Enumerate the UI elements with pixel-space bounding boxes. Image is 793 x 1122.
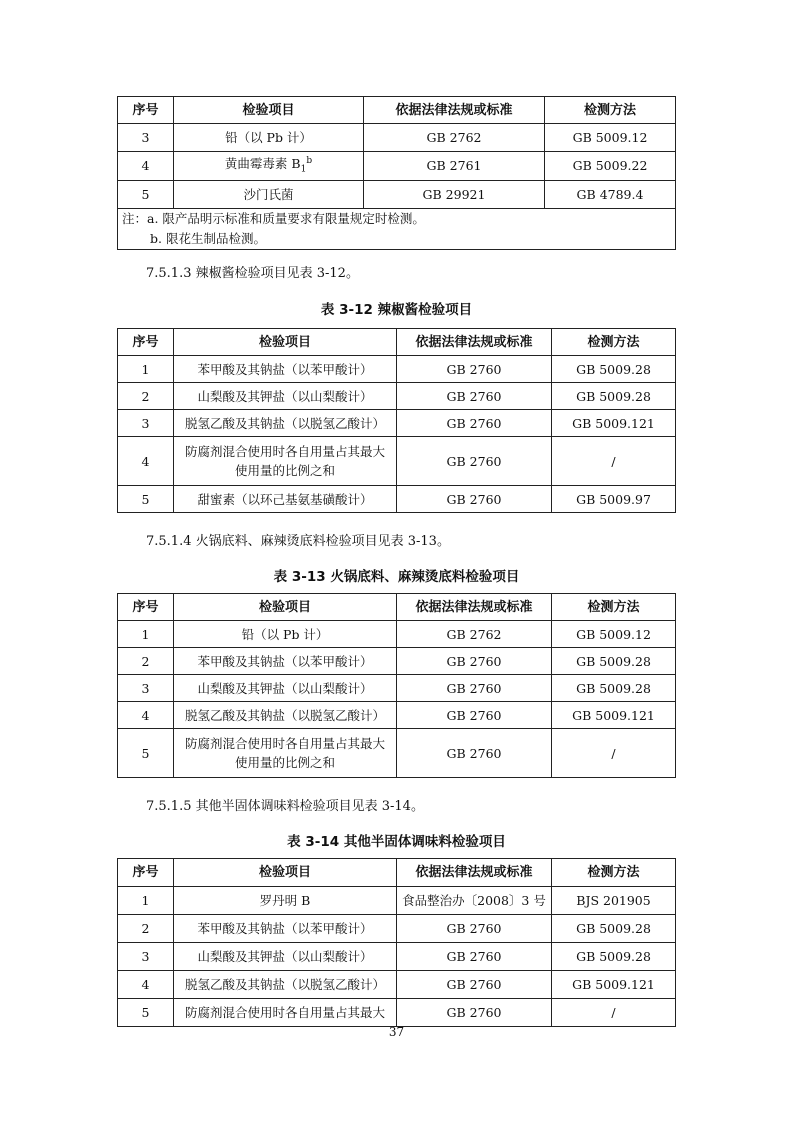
table-row [118,383,676,410]
cell-no: 5 [118,999,174,1027]
cell-no: 2 [118,648,174,675]
table-row [118,915,676,943]
table-row [118,621,676,648]
cell-method: / [552,729,676,778]
cell-method: GB 4789.4 [545,180,676,208]
table-row [118,437,676,486]
table-notes [118,208,676,249]
header-item: 检验项目 [174,97,364,124]
header-no: 序号 [118,97,174,124]
header-method: 检测方法 [545,97,676,124]
table-row [118,486,676,513]
cell-no: 5 [118,180,174,208]
cell-method: GB 5009.28 [552,675,676,702]
page-number: 37 [388,1025,405,1039]
cell-standard: GB 2760 [397,410,552,437]
cell-no: 4 [118,702,174,729]
cell-method: GB 5009.97 [552,486,676,513]
header-item: 检验项目 [174,859,397,887]
table-row [118,180,676,208]
table-notes-row [118,208,676,249]
table-row [118,410,676,437]
table-header-row [118,329,676,356]
cell-item-line2: 使用量的比例之和 [234,755,335,770]
cell-item: 沙门氏菌 [174,180,364,208]
table-row [118,943,676,971]
cell-item: 甜蜜素（以环己基氨基磺酸计） [174,486,397,513]
note-a: 注：a. 限产品明示标准和质量要求有限量规定时检测。 [122,210,425,226]
cell-no: 3 [118,943,174,971]
cell-item-line1: 防腐剂混合使用时各自用量占其最大 [184,736,385,751]
cell-item: 脱氢乙酸及其钠盐（以脱氢乙酸计） [174,702,397,729]
header-item: 检验项目 [174,329,397,356]
cell-standard: GB 2760 [397,943,552,971]
cell-method: / [552,437,676,486]
table-row [118,729,676,778]
cell-method: GB 5009.121 [552,410,676,437]
table-3-13 [117,593,676,778]
table-row [118,356,676,383]
table-header-row [118,594,676,621]
cell-standard: GB 2760 [397,702,552,729]
table-3-14 [117,858,676,1027]
cell-standard: GB 2762 [364,124,545,152]
cell-no: 1 [118,887,174,915]
cell-item: 铅（以 Pb 计） [174,621,397,648]
header-item: 检验项目 [174,594,397,621]
subscript: 1 [300,164,307,175]
cell-item: 山梨酸及其钾盐（以山梨酸计） [174,383,397,410]
cell-standard: GB 2762 [397,621,552,648]
cell-standard: 食品整治办〔2008〕3 号 [397,887,552,915]
cell-no: 3 [118,124,174,152]
header-method: 检测方法 [552,329,676,356]
paragraph-7-5-1-3: 7.5.1.3 辣椒酱检验项目见表 3-12。 [146,266,359,281]
header-standard: 依据法律法规或标准 [397,859,552,887]
cell-method: / [552,999,676,1027]
cell-method: GB 5009.12 [552,621,676,648]
header-standard: 依据法律法规或标准 [364,97,545,124]
cell-method: GB 5009.22 [545,152,676,181]
cell-no: 2 [118,383,174,410]
cell-item: 苯甲酸及其钠盐（以苯甲酸计） [174,356,397,383]
cell-item [174,437,397,486]
cell-method: GB 5009.12 [545,124,676,152]
cell-method: GB 5009.28 [552,648,676,675]
table-row [118,887,676,915]
cell-standard: GB 2760 [397,437,552,486]
cell-no: 4 [118,437,174,486]
table-3-11-continued [117,96,676,250]
cell-no: 1 [118,621,174,648]
cell-standard: GB 29921 [364,180,545,208]
superscript: b [306,156,313,166]
cell-method: GB 5009.28 [552,383,676,410]
caption-table-3-13: 表 3-13 火锅底料、麻辣烫底料检验项目 [273,569,520,585]
paragraph-7-5-1-4: 7.5.1.4 火锅底料、麻辣烫底料检验项目见表 3-13。 [146,534,450,549]
header-method: 检测方法 [552,594,676,621]
header-standard: 依据法律法规或标准 [397,329,552,356]
table-row [118,648,676,675]
caption-table-3-12: 表 3-12 辣椒酱检验项目 [320,302,473,318]
cell-no: 2 [118,915,174,943]
cell-item [174,729,397,778]
header-no: 序号 [118,329,174,356]
cell-method: GB 5009.121 [552,702,676,729]
cell-no: 5 [118,486,174,513]
header-no: 序号 [118,859,174,887]
cell-item: 苯甲酸及其钠盐（以苯甲酸计） [174,648,397,675]
cell-no: 4 [118,971,174,999]
cell-item-text: 黄曲霉毒素 B [224,156,301,172]
cell-item: 脱氢乙酸及其钠盐（以脱氢乙酸计） [174,410,397,437]
cell-standard: GB 2760 [397,383,552,410]
note-b: b. 限花生制品检测。 [150,230,266,246]
cell-item: 山梨酸及其钾盐（以山梨酸计） [174,943,397,971]
cell-no: 5 [118,729,174,778]
cell-item: 铅（以 Pb 计） [174,124,364,152]
cell-standard: GB 2760 [397,675,552,702]
cell-item: 罗丹明 B [174,887,397,915]
caption-table-3-14: 表 3-14 其他半固体调味料检验项目 [287,834,506,850]
table-row [118,675,676,702]
cell-item: 脱氢乙酸及其钠盐（以脱氢乙酸计） [174,971,397,999]
header-no: 序号 [118,594,174,621]
header-method: 检测方法 [552,859,676,887]
cell-standard: GB 2761 [364,152,545,181]
cell-standard: GB 2760 [397,971,552,999]
cell-standard: GB 2760 [397,486,552,513]
cell-no: 3 [118,410,174,437]
table-row [118,702,676,729]
paragraph-7-5-1-5: 7.5.1.5 其他半固体调味料检验项目见表 3-14。 [146,799,424,814]
cell-standard: GB 2760 [397,729,552,778]
cell-item [174,152,364,181]
cell-no: 1 [118,356,174,383]
header-standard: 依据法律法规或标准 [397,594,552,621]
cell-item: 山梨酸及其钾盐（以山梨酸计） [174,675,397,702]
cell-item-line2: 使用量的比例之和 [234,463,335,478]
cell-item: 防腐剂混合使用时各自用量占其最大 [174,999,397,1027]
cell-standard: GB 2760 [397,999,552,1027]
table-row [118,124,676,152]
table-header-row [118,97,676,124]
cell-method: GB 5009.28 [552,915,676,943]
cell-method: BJS 201905 [552,887,676,915]
cell-standard: GB 2760 [397,648,552,675]
cell-standard: GB 2760 [397,356,552,383]
table-row [118,971,676,999]
cell-standard: GB 2760 [397,915,552,943]
cell-item: 苯甲酸及其钠盐（以苯甲酸计） [174,915,397,943]
table-header-row [118,859,676,887]
cell-method: GB 5009.28 [552,943,676,971]
table-row [118,152,676,181]
cell-method: GB 5009.28 [552,356,676,383]
cell-item-line1: 防腐剂混合使用时各自用量占其最大 [184,444,385,459]
cell-no: 3 [118,675,174,702]
table-3-12 [117,328,676,513]
cell-no: 4 [118,152,174,181]
cell-method: GB 5009.121 [552,971,676,999]
table-row [118,999,676,1027]
